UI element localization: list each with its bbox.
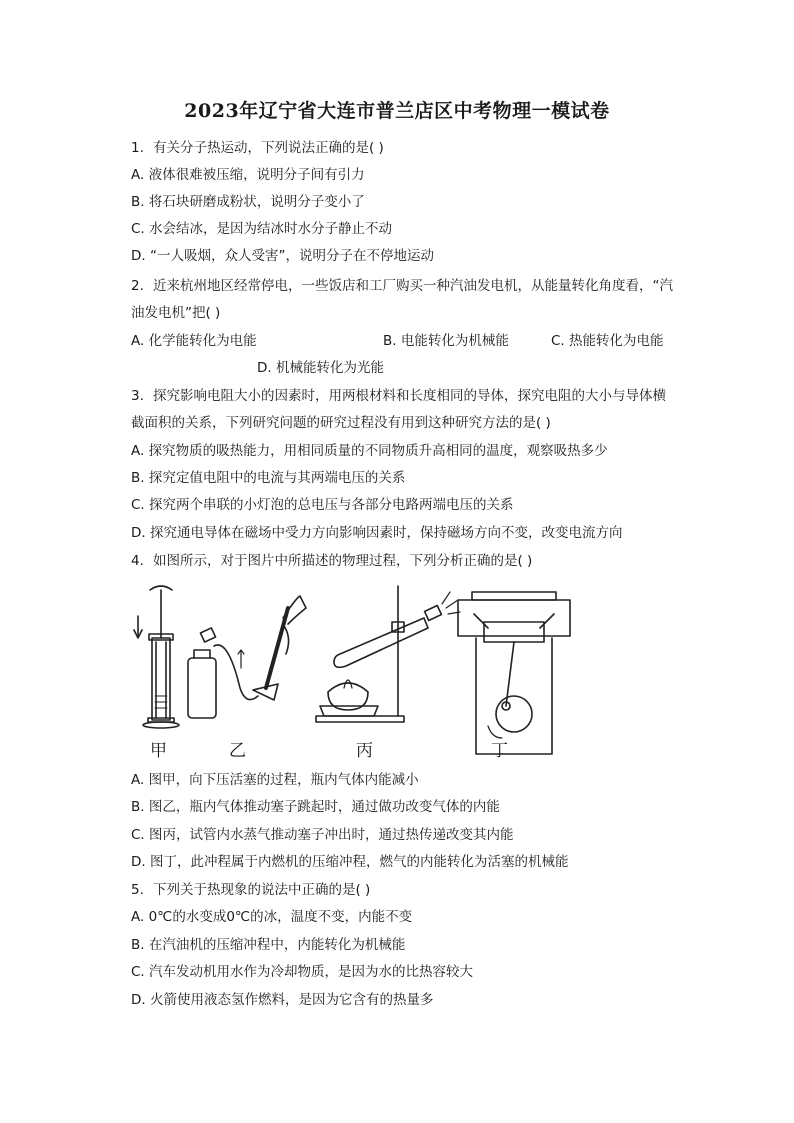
- option-b: B. 将石块研磨成粉状，说明分子变小了: [131, 194, 365, 210]
- option-c: C. 汽车发动机用水作为冷却物质，是因为水的比热容较大: [131, 964, 474, 980]
- question-stem: 近来杭州地区经常停电，一些饭店和工厂购买一种汽油发电机，从能量转化角度看，“汽: [153, 278, 673, 294]
- question-number: 2.: [131, 278, 144, 294]
- physics-figure: [128, 578, 598, 756]
- option-a: A. 0℃的水变成0℃的冰，温度不变，内能不变: [131, 909, 413, 925]
- question-number: 4.: [131, 553, 144, 569]
- question-stem-continued: 油发电机”把( ): [131, 305, 221, 321]
- option-d: D. 火箭使用液态氢作燃料，是因为它含有的热量多: [131, 992, 434, 1008]
- exam-title: 2023年辽宁省大连市普兰店区中考物理一模试卷: [184, 100, 610, 122]
- question-stem: 有关分子热运动，下列说法正确的是( ): [153, 140, 384, 156]
- question-4: [131, 552, 532, 570]
- option-d: D. 图丁，此冲程属于内燃机的压缩冲程，燃气的内能转化为活塞的机械能: [131, 854, 569, 870]
- option-a: A. 图甲，向下压活塞的过程，瓶内气体内能减小: [131, 772, 419, 788]
- option-b: B. 探究定值电阻中的电流与其两端电压的关系: [131, 470, 406, 486]
- question-number: 3.: [131, 388, 144, 404]
- figure-ding-engine-cylinder: [458, 592, 570, 754]
- question-1: [131, 139, 384, 157]
- question-stem: 如图所示，对于图片中所描述的物理过程，下列分析正确的是( ): [153, 553, 533, 569]
- option-c: C. 图丙，试管内水蒸气推动塞子冲出时，通过热传递改变其内能: [131, 827, 514, 843]
- figure-label-ding: 丁: [491, 741, 508, 761]
- option-d: D. “一人吸烟，众人受害”，说明分子在不停地运动: [131, 248, 434, 264]
- question-stem: 下列关于热现象的说法中正确的是( ): [153, 882, 371, 898]
- figure-bing-test-tube-burner: [316, 586, 460, 722]
- figure-label-yi: 乙: [229, 741, 246, 761]
- question-number: 1.: [131, 140, 144, 156]
- figure-label-jia: 甲: [150, 741, 167, 761]
- option-b: B. 在汽油机的压缩冲程中，内能转化为机械能: [131, 937, 406, 953]
- question-number: 5.: [131, 882, 144, 898]
- figure-jia-piston-cylinder: [134, 586, 179, 728]
- option-c: C. 探究两个串联的小灯泡的总电压与各部分电路两端电压的关系: [131, 497, 514, 513]
- figure-label-bing: 丙: [356, 741, 373, 761]
- option-d: D. 探究通电导体在磁场中受力方向影响因素时，保持磁场方向不变，改变电流方向: [131, 525, 623, 541]
- option-c: C. 热能转化为电能: [551, 333, 664, 349]
- question-3: [131, 387, 666, 405]
- question-stem: 探究影响电阻大小的因素时，用两根材料和长度相同的导体，探究电阻的大小与导体横: [153, 388, 666, 404]
- option-a: A. 化学能转化为电能: [131, 333, 257, 349]
- option-b: B. 电能转化为机械能: [383, 333, 509, 349]
- option-d: D. 机械能转化为光能: [257, 360, 384, 376]
- question-2: [131, 277, 673, 295]
- option-a: A. 液体很难被压缩，说明分子间有引力: [131, 167, 365, 183]
- option-b: B. 图乙，瓶内气体推动塞子跳起时，通过做功改变气体的内能: [131, 799, 500, 815]
- option-c: C. 水会结冰，是因为结冰时水分子静止不动: [131, 221, 393, 237]
- question-stem-continued: 截面积的关系，下列研究问题的研究过程没有用到这种研究方法的是( ): [131, 415, 551, 431]
- option-a: A. 探究物质的吸热能力，用相同质量的不同物质升高相同的温度，观察吸热多少: [131, 443, 608, 459]
- figure-yi-bottle-pump: [188, 596, 306, 718]
- question-5: [131, 881, 370, 899]
